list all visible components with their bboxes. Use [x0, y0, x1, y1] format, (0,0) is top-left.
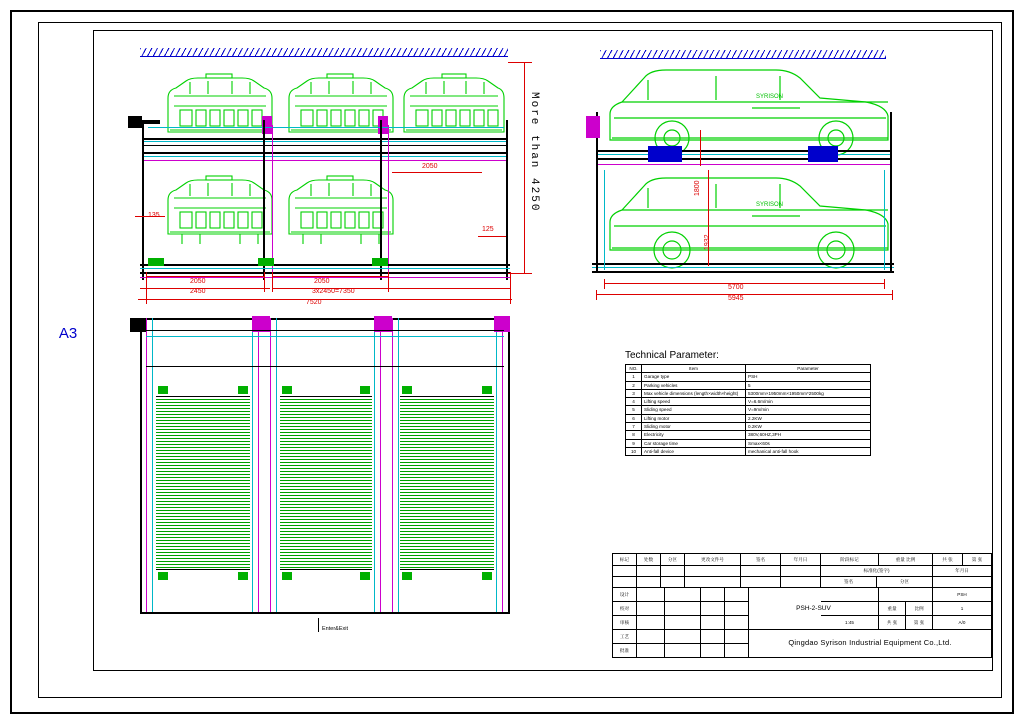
side-carriage-unit — [648, 146, 682, 162]
plan-bracket-4 — [360, 386, 370, 394]
tb-grid-cell — [665, 588, 701, 602]
cell-parameter: 380V,60HZ,3PH — [746, 431, 871, 439]
cell-no: 7 — [626, 422, 642, 430]
plan-frame-top — [140, 318, 510, 320]
tb-sheet-no: 第 张 — [963, 554, 991, 566]
tb-stage-mark: 阶段标记 — [821, 554, 879, 566]
header-no: NO. — [626, 365, 642, 373]
plan-bay2-top — [280, 396, 372, 397]
dim-line-2050-left — [146, 276, 264, 277]
cell-no: 3 — [626, 389, 642, 397]
technical-parameter-table — [625, 364, 871, 456]
tb-stage-value — [879, 588, 933, 602]
plan-bracket-1 — [158, 386, 168, 394]
tb-grid-cell — [661, 566, 685, 577]
plan-guide-5 — [392, 318, 393, 612]
table-row — [626, 431, 871, 439]
side-cable-left — [604, 170, 605, 270]
vehicle-upper-3 — [398, 72, 508, 138]
cell-item: Car storage time — [642, 439, 746, 447]
cell-parameter: V=6.6m/min — [746, 398, 871, 406]
tb-scale-label: 比例 — [906, 602, 933, 616]
tb-grid-cell — [781, 566, 821, 577]
cell-item: Garage type — [642, 373, 746, 381]
dim-tick-5945-r — [892, 290, 893, 300]
dim-tick-1 — [146, 272, 147, 304]
dim-tick-2 — [264, 272, 265, 292]
plan-rail-5 — [398, 318, 399, 612]
header-item: Item — [642, 365, 746, 373]
tb-grid-cell — [701, 616, 725, 630]
cell-parameter: mechanical anti-fall hook — [746, 447, 871, 455]
plan-guide-1 — [146, 318, 147, 612]
cell-no: 8 — [626, 431, 642, 439]
dim-line-1932 — [708, 170, 709, 266]
dim-3x2450: 3x2450=7350 — [312, 288, 355, 295]
tb-grid-cell — [741, 566, 781, 577]
table-header-row — [626, 365, 871, 373]
tb-grid-cell — [725, 644, 749, 657]
tb-sub-cell-a: 签名 — [821, 577, 877, 588]
pit-bracket-2 — [258, 258, 274, 266]
technical-parameter-block — [625, 350, 875, 456]
dim-tick-5700-l — [604, 279, 605, 289]
tb-grid-cell — [781, 577, 821, 588]
table-row — [626, 447, 871, 455]
technical-parameter-title: Technical Parameter: — [625, 350, 719, 361]
cell-item: Sliding speed — [642, 406, 746, 414]
column-front-mid-2 — [380, 120, 382, 280]
table-row — [626, 398, 871, 406]
tb-company-name: Qingdao Syrison Industrial Equipment Co.,Ltd. — [788, 638, 952, 648]
plan-platform-bay-1 — [156, 398, 250, 568]
upper-suspension-cable — [148, 127, 504, 128]
tb-scale-value: 1:45 — [821, 616, 879, 630]
plan-rail-2 — [252, 318, 253, 612]
tb-weight-label: 重量 — [879, 602, 906, 616]
plan-bracket-8 — [238, 572, 248, 580]
cell-no: 1 — [626, 373, 642, 381]
tb-sheet-count: 1 — [933, 602, 991, 616]
dim-line-5945 — [596, 294, 892, 295]
cell-item: Sliding motor — [642, 422, 746, 430]
plan-guide-4 — [380, 318, 381, 612]
cell-parameter: 5 — [746, 381, 871, 389]
note-more-than-4250: More than 4250 — [528, 92, 540, 213]
plan-guide-2 — [258, 318, 259, 612]
side-ground-top — [592, 263, 894, 265]
table-row — [626, 373, 871, 381]
column-front-mid-1 — [263, 120, 265, 280]
dim-2050-left: 2050 — [190, 278, 206, 285]
dim-line-2050-mid — [272, 276, 388, 277]
dim-tick-5 — [510, 272, 511, 304]
pit-bracket-3 — [372, 258, 388, 266]
tb-grid-cell — [685, 577, 741, 588]
plan-frame-right — [508, 318, 510, 614]
tb-sub-cell-c — [933, 577, 991, 588]
upper-platform-guide — [142, 160, 508, 161]
plan-beam-2 — [146, 336, 504, 337]
tb-grid-cell — [685, 566, 741, 577]
plan-beam-3 — [146, 366, 504, 367]
tb-grid-cell — [613, 566, 637, 577]
tb-grid-cell — [613, 577, 637, 588]
dim-line-2050-upper — [392, 172, 482, 173]
dim-tick-height-bottom — [508, 273, 532, 274]
tb-grid-cell — [725, 616, 749, 630]
tb-qty: 处数 — [637, 554, 661, 566]
cell-item: Lifting motor — [642, 414, 746, 422]
side-motor-unit — [586, 116, 600, 138]
tb-sub-cell-b: 分区 — [877, 577, 933, 588]
plan-bracket-3 — [282, 386, 292, 394]
tb-change-doc: 更改文件号 — [685, 554, 741, 566]
plan-guide-6 — [502, 318, 503, 612]
dim-tick-5945-l — [596, 290, 597, 300]
plan-rail-1 — [152, 318, 153, 612]
dim-line-5700 — [604, 283, 884, 284]
tb-grid-cell — [701, 630, 725, 644]
tb-grid-cell — [701, 644, 725, 657]
dim-line-135 — [135, 216, 165, 217]
side-carriage-unit-2 — [808, 146, 838, 162]
cell-parameter: V=9m/min — [746, 406, 871, 414]
dim-line-125 — [478, 236, 506, 237]
cell-item: Anti-fall device — [642, 447, 746, 455]
table-row — [626, 389, 871, 397]
guide-front-mid-1 — [272, 125, 273, 275]
side-upper-platform-rail — [596, 154, 892, 155]
tb-label-review: 审核 — [613, 616, 637, 630]
cell-parameter: 5300mm×1950mm×1950mm*2500kg — [746, 389, 871, 397]
plan-rail-6 — [496, 318, 497, 612]
side-upper-platform-top — [596, 150, 892, 152]
cell-parameter: 0.2KW — [746, 422, 871, 430]
cell-item: Electricity — [642, 431, 746, 439]
side-ground-rail — [592, 267, 894, 268]
plan-rail-4 — [374, 318, 375, 612]
dim-tick-3 — [272, 272, 273, 292]
upper-platform-top — [142, 138, 508, 140]
cell-parameter: 2.2KW — [746, 414, 871, 422]
side-upper-platform-bottom — [596, 158, 892, 160]
lower-platform-rail — [140, 268, 510, 269]
tb-label-process: 工艺 — [613, 630, 637, 644]
tb-grid-cell — [637, 616, 665, 630]
tb-label-design: 设计 — [613, 588, 637, 602]
tb-label-approve: 批准 — [613, 644, 637, 657]
plan-beam-1 — [146, 330, 504, 331]
title-block — [612, 553, 992, 658]
tb-qty-label: 共 张 — [879, 616, 906, 630]
plan-rail-3 — [276, 318, 277, 612]
guide-front-mid-2 — [388, 125, 389, 275]
plan-enter-exit-label: Enter&Exit — [322, 626, 348, 632]
tb-grid-cell — [637, 602, 665, 616]
dim-5945: 5945 — [728, 295, 744, 302]
vehicle-upper-1 — [160, 72, 278, 138]
plan-bracket-5 — [402, 386, 412, 394]
plan-guide-3 — [270, 318, 271, 612]
tb-grid-cell — [725, 630, 749, 644]
tb-page-label: 第 张 — [906, 616, 933, 630]
cell-item: Lifting speed — [642, 398, 746, 406]
plan-bracket-10 — [360, 572, 370, 580]
dim-line-3x2450 — [272, 288, 510, 289]
plan-frame-bottom — [140, 612, 510, 614]
tb-date: 年月日 — [781, 554, 821, 566]
dim-line-7520 — [138, 299, 512, 300]
upper-platform-underrail — [142, 156, 508, 157]
svg-text:SYRISON: SYRISON — [756, 94, 784, 100]
dim-1800: 1800 — [694, 180, 701, 196]
upper-platform-mid — [142, 145, 508, 146]
column-front-left — [142, 120, 144, 280]
plan-bracket-11 — [402, 572, 412, 580]
cell-no: 9 — [626, 439, 642, 447]
upper-platform-bottom — [142, 152, 508, 154]
cell-no: 10 — [626, 447, 642, 455]
tb-grid-cell — [665, 602, 701, 616]
tb-product-value: PSH — [933, 588, 991, 602]
dim-2050-mid: 2050 — [314, 278, 330, 285]
plan-bay3-bottom — [400, 569, 494, 570]
plan-bay1-top — [156, 396, 250, 397]
tb-grid-cell — [661, 577, 685, 588]
side-upper-guide — [596, 164, 892, 165]
plan-bracket-2 — [238, 386, 248, 394]
table-row — [626, 422, 871, 430]
plan-bay1-bottom — [156, 569, 250, 570]
tb-standard-label: 标准化(签字) — [821, 566, 933, 577]
plan-entry-arrow — [318, 618, 319, 632]
tb-grid-cell — [725, 602, 749, 616]
upper-platform-rail — [142, 141, 508, 142]
tb-signature: 签名 — [741, 554, 781, 566]
dim-line-1800 — [700, 130, 701, 166]
dim-2450: 2450 — [190, 288, 206, 295]
column-front-right — [506, 120, 508, 280]
lower-platform-top — [140, 264, 510, 266]
dim-tick-5700-r — [884, 279, 885, 289]
plan-bay3-top — [400, 396, 494, 397]
plan-drive-left — [130, 318, 146, 332]
tb-grid-cell — [637, 566, 661, 577]
ceiling-hatch-front — [140, 48, 508, 57]
header-parameter: Parameter — [746, 365, 871, 373]
tb-grid-cell — [701, 602, 725, 616]
vehicle-side-lower — [604, 170, 894, 274]
plan-bracket-12 — [482, 572, 492, 580]
side-column-right — [890, 112, 892, 272]
table-row — [626, 414, 871, 422]
tb-date-label: 年月日 — [933, 566, 991, 577]
cell-parameter: PSH — [746, 373, 871, 381]
cell-no: 5 — [626, 406, 642, 414]
tb-grid-cell — [637, 630, 665, 644]
tb-grid-cell — [637, 577, 661, 588]
tb-mark: 标记 — [613, 554, 637, 566]
cell-item: Max vehicle dimensions (length×width×height) — [642, 389, 746, 397]
tb-grid-cell — [701, 588, 725, 602]
ground-line — [140, 272, 510, 274]
cell-item: Parking vehicles — [642, 381, 746, 389]
tb-grid-cell — [637, 644, 665, 657]
tb-label-check: 校对 — [613, 602, 637, 616]
dim-5700: 5700 — [728, 284, 744, 291]
plan-bracket-9 — [282, 572, 292, 580]
cell-no: 2 — [626, 381, 642, 389]
plan-platform-bay-2 — [280, 398, 372, 568]
tb-weight-scale: 重量 比例 — [879, 554, 933, 566]
plan-platform-bay-3 — [400, 398, 494, 568]
tb-grid-cell — [725, 588, 749, 602]
plan-frame-left — [140, 318, 142, 614]
cell-parameter: Smax<60s — [746, 439, 871, 447]
tb-grid-cell — [741, 577, 781, 588]
tb-sheet-id: A/0 — [933, 616, 991, 630]
table-row — [626, 381, 871, 389]
cell-no: 4 — [626, 398, 642, 406]
dim-2050-upper: 2050 — [422, 163, 438, 170]
dim-line-height — [524, 62, 525, 274]
plan-bracket-7 — [158, 572, 168, 580]
tb-zone: 分区 — [661, 554, 685, 566]
tb-grid-cell — [665, 644, 701, 657]
plan-bracket-6 — [482, 386, 492, 394]
vehicle-lower-1 — [160, 172, 278, 250]
tb-grid-cell — [637, 588, 665, 602]
dim-tick-height-top — [508, 62, 532, 63]
tb-grid-cell — [665, 616, 701, 630]
ceiling-hatch-side — [600, 50, 886, 59]
cell-no: 6 — [626, 414, 642, 422]
plan-bay2-bottom — [280, 569, 372, 570]
side-cable-right — [884, 170, 885, 270]
tb-grid-cell — [665, 630, 701, 644]
dim-1932: 1932 — [704, 234, 711, 250]
sheet-size-label: A3 — [58, 325, 78, 342]
svg-text:SYRISON: SYRISON — [756, 202, 784, 208]
table-row — [626, 439, 871, 447]
dim-125: 125 — [482, 226, 494, 233]
tb-blank-scale — [821, 602, 879, 616]
table-row — [626, 406, 871, 414]
tb-drawing-name: PSH-2-SUV — [749, 588, 879, 630]
pit-bracket-1 — [148, 258, 164, 266]
dim-7520: 7520 — [306, 299, 322, 306]
tb-blank-stage — [821, 588, 879, 602]
dim-tick-4 — [388, 272, 389, 292]
tb-total-sheets: 共 张 — [933, 554, 963, 566]
side-ground-line — [592, 271, 894, 273]
